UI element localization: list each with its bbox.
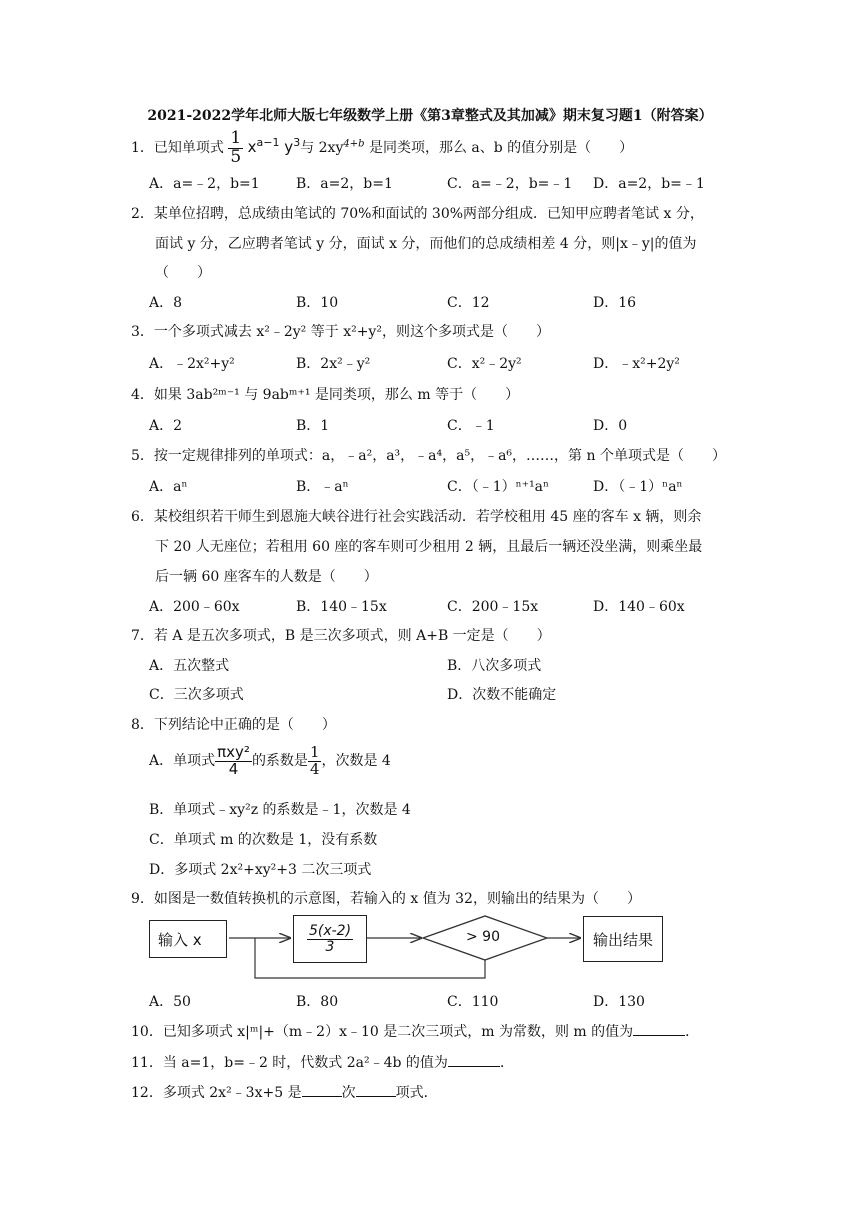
question-11 <box>131 1052 514 1072</box>
q4-option-b[interactable]: B．1 <box>296 418 330 434</box>
q7-option-b[interactable]: B．八次多项式 <box>447 658 542 674</box>
q8-a-coef-num: 1 <box>309 743 320 761</box>
q5-option-c[interactable]: C．（﹣1）ⁿ⁺¹aⁿ <box>447 479 550 495</box>
q1-option-a[interactable]: A．a=﹣2，b=1 <box>149 176 260 192</box>
question-2-line-1: 2．某单位招聘，总成绩由笔试的 70%和面试的 30%两部分组成．已知甲应聘者笔试 x 分， <box>131 206 704 222</box>
flow-condition-label: > 90 <box>466 929 500 945</box>
q12-end: 项式． <box>395 1085 438 1101</box>
q1-option-c[interactable]: C．a=﹣2，b=﹣1 <box>447 176 573 192</box>
q2-option-c[interactable]: C．12 <box>447 295 490 311</box>
flow-formula <box>307 924 353 954</box>
q1-exp-3: 3 <box>293 136 301 149</box>
q1-frac-den: 5 <box>230 147 242 167</box>
question-8: 8．下列结论中正确的是（ ） <box>131 717 336 733</box>
q12-stem: 12．多项式 2x²﹣3x+5 是 <box>131 1085 302 1101</box>
q8-a-suffix: ，次数是 4 <box>321 753 391 769</box>
q1-stem-c: 是同类项，那么 a、b 的值分别是（ ） <box>364 140 634 156</box>
q10-end: ． <box>685 1024 700 1040</box>
q8-a-coef-den: 4 <box>309 760 320 778</box>
q4-option-a[interactable]: A．2 <box>149 418 183 434</box>
q6-option-d[interactable]: D．140﹣60x <box>593 599 685 615</box>
q1-frac-num: 1 <box>230 128 242 148</box>
q8-option-d[interactable]: D．多项式 2x²+xy²+3 二次三项式 <box>149 862 372 878</box>
flow-input-box: 输入 x <box>149 920 227 958</box>
q9-option-b[interactable]: B．80 <box>296 994 339 1010</box>
q1-exp-a: a−1 <box>256 136 280 149</box>
q6-option-c[interactable]: C．200﹣15x <box>447 599 539 615</box>
flow-formula-den: 3 <box>325 939 335 955</box>
question-3: 3．一个多项式减去 x²﹣2y² 等于 x²+y²，则这个多项式是（ ） <box>131 324 550 340</box>
flow-formula-num: 5(x-2) <box>308 923 352 939</box>
q1-y: y <box>284 138 294 156</box>
q2-option-b[interactable]: B．10 <box>296 295 339 311</box>
q8-option-b[interactable]: B．单项式﹣xy²z 的系数是﹣1，次数是 4 <box>149 802 411 818</box>
q5-option-d[interactable]: D．（﹣1）ⁿaⁿ <box>593 479 683 495</box>
flow-formula-box <box>293 915 367 963</box>
q1-exp-b: 4+b <box>343 138 365 150</box>
q11-answer-blank[interactable] <box>448 1052 500 1067</box>
q8-a-frac-den: 4 <box>228 760 239 778</box>
question-6-line-1: 6．某校组织若干师生到恩施大峡谷进行社会实践活动．若学校租用 45 座的客车 x 辆，则余 <box>131 509 702 525</box>
question-7: 7．若 A 是五次多项式，B 是三次多项式，则 A+B 一定是（ ） <box>131 628 551 644</box>
q12-degree-blank[interactable] <box>302 1082 342 1097</box>
q9-option-c[interactable]: C．110 <box>447 994 499 1010</box>
q8-a-frac-num: πxy² <box>217 743 250 761</box>
q8-a-middle: 的系数是 <box>251 753 308 769</box>
q4-option-c[interactable]: C．﹣1 <box>447 418 495 434</box>
q1-option-b[interactable]: B．a=2，b=1 <box>296 176 393 192</box>
q2-option-a[interactable]: A．8 <box>149 295 183 311</box>
q11-end: ． <box>499 1055 514 1071</box>
q10-answer-blank[interactable] <box>633 1021 685 1036</box>
q9-option-d[interactable]: D．130 <box>593 994 645 1010</box>
q3-option-b[interactable]: B．2x²﹣y² <box>296 356 371 372</box>
question-9: 9．如图是一数值转换机的示意图，若输入的 x 值为 32，则输出的结果为（ ） <box>131 891 641 907</box>
q2-option-d[interactable]: D．16 <box>593 295 637 311</box>
q12-terms-blank[interactable] <box>356 1082 396 1097</box>
q1-x: x <box>247 138 257 156</box>
q7-option-d[interactable]: D．次数不能确定 <box>447 687 557 703</box>
question-2-line-3: （ ） <box>155 265 211 281</box>
q12-middle: 次 <box>341 1085 356 1101</box>
q4-option-d[interactable]: D．0 <box>593 418 628 434</box>
q11-stem: 11．当 a=1，b=﹣2 时，代数式 2a²﹣4b 的值为 <box>131 1055 448 1071</box>
question-6-line-2: 下 20 人无座位；若租用 60 座的客车则可少租用 2 辆，且最后一辆还没坐满，则乘坐最 <box>155 539 703 555</box>
flow-output-box: 输出结果 <box>583 916 663 962</box>
q1-stem-b: 与 2xy <box>300 140 344 156</box>
q7-option-a[interactable]: A．五次整式 <box>149 658 230 674</box>
document-title: 2021-2022学年北师大版七年级数学上册《第3章整式及其加减》期末复习题1（附答案） <box>147 108 713 124</box>
q3-option-c[interactable]: C．x²﹣2y² <box>447 356 522 372</box>
question-6-line-3: 后一辆 60 座客车的人数是（ ） <box>155 569 378 585</box>
q7-option-c[interactable]: C．三次多项式 <box>149 687 244 703</box>
question-2-line-2: 面试 y 分，乙应聘者笔试 y 分，面试 x 分，而他们的总成绩相差 4 分，则|x﹣y|的值为 <box>155 236 697 252</box>
q8-a-prefix: A．单项式 <box>149 753 216 769</box>
q3-option-a[interactable]: A．﹣2x²+y² <box>149 356 235 372</box>
q6-option-a[interactable]: A．200﹣60x <box>149 599 240 615</box>
q6-option-b[interactable]: B．140﹣15x <box>296 599 387 615</box>
q5-option-b[interactable]: B．﹣aⁿ <box>296 479 349 495</box>
q5-option-a[interactable]: A．aⁿ <box>149 479 188 495</box>
q1-option-d[interactable]: D．a=2，b=﹣1 <box>593 176 705 192</box>
q3-option-d[interactable]: D．﹣x²+2y² <box>593 356 680 372</box>
question-4: 4．如果 3ab²ᵐ⁻¹ 与 9abᵐ⁺¹ 是同类项，那么 m 等于（ ） <box>131 387 520 403</box>
question-5: 5．按一定规律排列的单项式：a，﹣a²，a³，﹣a⁴，a⁵，﹣a⁶，……，第 n 个单项式是（ ） <box>131 448 726 464</box>
question-10 <box>131 1021 699 1041</box>
q1-stem-a: 1．已知单项式 <box>131 140 224 156</box>
question-12 <box>131 1082 438 1102</box>
q9-option-a[interactable]: A．50 <box>149 994 191 1010</box>
q8-option-c[interactable]: C．单项式 m 的次数是 1，没有系数 <box>149 832 378 848</box>
q10-stem: 10．已知多项式 x|ᵐ|+（m﹣2）x﹣10 是二次三项式，m 为常数，则 m 的值为 <box>131 1024 634 1040</box>
